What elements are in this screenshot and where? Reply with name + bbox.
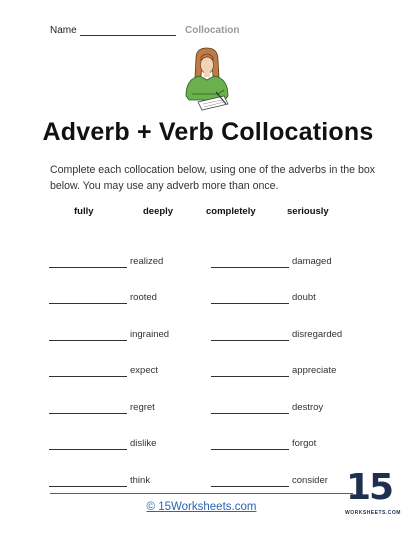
word-bank-item: completely bbox=[206, 206, 256, 217]
answer-blank[interactable] bbox=[49, 376, 127, 377]
verb-label: dislike bbox=[130, 438, 157, 449]
instructions: Complete each collocation below, using one of the adverbs in the box below. You may use any adverb more than once. bbox=[50, 164, 376, 192]
answer-blank[interactable] bbox=[211, 340, 289, 341]
answer-blank[interactable] bbox=[49, 486, 127, 487]
footer-divider bbox=[50, 493, 353, 494]
verb-label: regret bbox=[130, 402, 155, 413]
answer-blank[interactable] bbox=[49, 449, 127, 450]
student-writing-illustration bbox=[178, 46, 236, 112]
verb-label: ingrained bbox=[130, 329, 170, 340]
answer-blank[interactable] bbox=[211, 486, 289, 487]
verb-label: realized bbox=[130, 256, 164, 267]
worksheet-title: Adverb + Verb Collocations bbox=[42, 118, 374, 146]
word-bank bbox=[0, 206, 416, 220]
verb-label: appreciate bbox=[292, 365, 337, 376]
answer-blank[interactable] bbox=[49, 303, 127, 304]
word-bank-item: deeply bbox=[143, 206, 174, 217]
verb-label: think bbox=[130, 475, 151, 486]
logo-caption: WORKSHEETS.COM bbox=[345, 510, 401, 516]
answer-blank[interactable] bbox=[211, 413, 289, 414]
verb-label: disregarded bbox=[292, 329, 343, 340]
answer-blank[interactable] bbox=[49, 413, 127, 414]
word-bank-item: seriously bbox=[287, 206, 329, 217]
answer-blank[interactable] bbox=[211, 449, 289, 450]
topic-label: Collocation bbox=[185, 25, 240, 36]
verb-label: expect bbox=[130, 365, 158, 376]
copyright-link[interactable]: © 15Worksheets.com bbox=[146, 501, 257, 513]
answer-blank[interactable] bbox=[211, 267, 289, 268]
answer-blank[interactable] bbox=[211, 303, 289, 304]
logo-number: 15 bbox=[345, 467, 393, 508]
verb-label: destroy bbox=[292, 402, 324, 413]
verb-label: doubt bbox=[292, 292, 316, 303]
verb-label: rooted bbox=[130, 292, 157, 303]
name-label: Name bbox=[50, 25, 77, 36]
verb-label: forgot bbox=[292, 438, 317, 449]
name-blank-line[interactable] bbox=[80, 35, 176, 36]
answer-blank[interactable] bbox=[49, 267, 127, 268]
verb-label: consider bbox=[292, 475, 328, 486]
answer-blank[interactable] bbox=[49, 340, 127, 341]
word-bank-item: fully bbox=[74, 206, 94, 217]
site-logo bbox=[345, 466, 401, 528]
verb-label: damaged bbox=[292, 256, 332, 267]
answer-blank[interactable] bbox=[211, 376, 289, 377]
